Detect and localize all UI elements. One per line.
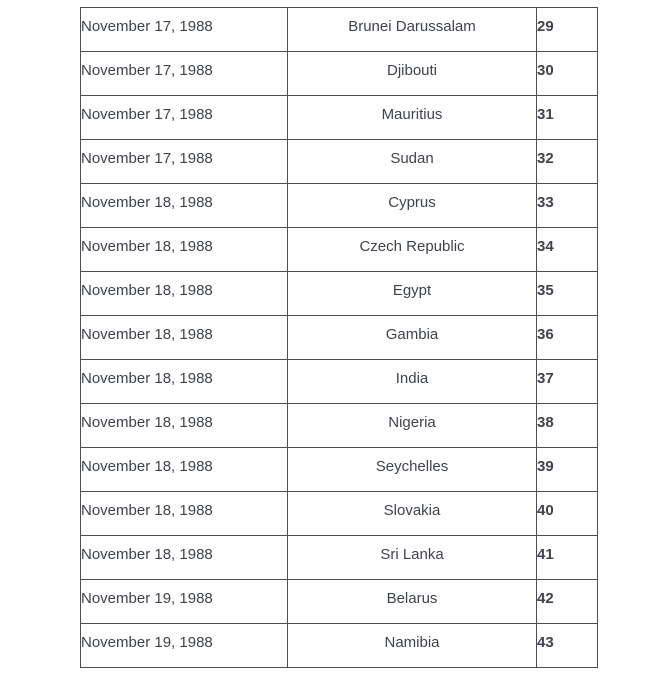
- table-row: [81, 448, 598, 492]
- date-cell: November 18, 1988: [81, 228, 288, 272]
- table-row: [81, 580, 598, 624]
- country-cell: Mauritius: [288, 96, 537, 140]
- date-cell: November 18, 1988: [81, 184, 288, 228]
- country-cell: Namibia: [288, 624, 537, 668]
- country-cell: Belarus: [288, 580, 537, 624]
- table-row: [81, 360, 598, 404]
- table-row: [81, 52, 598, 96]
- country-cell: Nigeria: [288, 404, 537, 448]
- date-cell: November 17, 1988: [81, 8, 288, 52]
- number-cell: 40: [537, 492, 598, 536]
- table-row: [81, 140, 598, 184]
- number-cell: 37: [537, 360, 598, 404]
- number-cell: 42: [537, 580, 598, 624]
- date-cell: November 18, 1988: [81, 272, 288, 316]
- number-cell: 31: [537, 96, 598, 140]
- table-row: [81, 184, 598, 228]
- country-cell: Gambia: [288, 316, 537, 360]
- country-cell: Czech Republic: [288, 228, 537, 272]
- country-cell: Brunei Darussalam: [288, 8, 537, 52]
- table-body: [81, 8, 598, 668]
- date-cell: November 17, 1988: [81, 140, 288, 184]
- table-row: [81, 536, 598, 580]
- table-row: [81, 96, 598, 140]
- date-cell: November 18, 1988: [81, 536, 288, 580]
- number-cell: 35: [537, 272, 598, 316]
- date-cell: November 17, 1988: [81, 52, 288, 96]
- table-row: [81, 272, 598, 316]
- number-cell: 39: [537, 448, 598, 492]
- number-cell: 33: [537, 184, 598, 228]
- number-cell: 32: [537, 140, 598, 184]
- country-cell: India: [288, 360, 537, 404]
- table-row: [81, 316, 598, 360]
- country-cell: Djibouti: [288, 52, 537, 96]
- country-cell: Slovakia: [288, 492, 537, 536]
- date-cell: November 18, 1988: [81, 492, 288, 536]
- date-cell: November 19, 1988: [81, 580, 288, 624]
- ratification-table: [80, 7, 598, 668]
- number-cell: 34: [537, 228, 598, 272]
- table-row: [81, 404, 598, 448]
- number-cell: 41: [537, 536, 598, 580]
- date-cell: November 18, 1988: [81, 360, 288, 404]
- date-cell: November 18, 1988: [81, 404, 288, 448]
- table-row: [81, 492, 598, 536]
- date-cell: November 17, 1988: [81, 96, 288, 140]
- number-cell: 36: [537, 316, 598, 360]
- date-cell: November 18, 1988: [81, 316, 288, 360]
- date-cell: November 18, 1988: [81, 448, 288, 492]
- table-row: [81, 624, 598, 668]
- table-row: [81, 8, 598, 52]
- country-cell: Seychelles: [288, 448, 537, 492]
- number-cell: 29: [537, 8, 598, 52]
- number-cell: 43: [537, 624, 598, 668]
- country-cell: Cyprus: [288, 184, 537, 228]
- country-cell: Sudan: [288, 140, 537, 184]
- country-cell: Egypt: [288, 272, 537, 316]
- date-cell: November 19, 1988: [81, 624, 288, 668]
- number-cell: 30: [537, 52, 598, 96]
- country-cell: Sri Lanka: [288, 536, 537, 580]
- number-cell: 38: [537, 404, 598, 448]
- table-row: [81, 228, 598, 272]
